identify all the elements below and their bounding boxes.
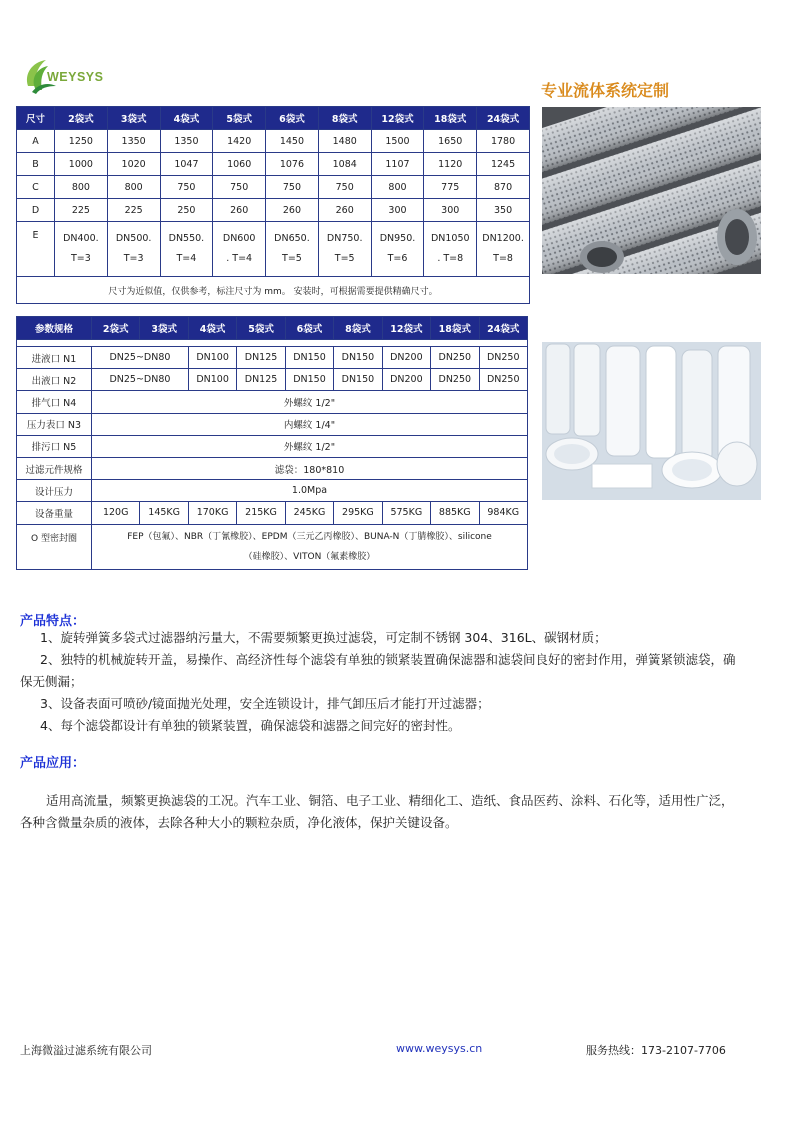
table-cell: 225 <box>107 199 160 222</box>
table-cell: 575KG <box>382 502 430 524</box>
table-cell: 设备重量 <box>17 502 92 524</box>
table-cell: DN250 <box>479 369 528 391</box>
table-row <box>17 130 530 153</box>
param-header-cell: 24袋式 <box>479 317 528 340</box>
table-cell: DN150 <box>285 369 333 391</box>
table-cell <box>371 222 424 277</box>
cell-line: T=5 <box>282 253 302 264</box>
table-cell <box>55 222 108 277</box>
table-cell: 800 <box>55 176 108 199</box>
table-cell: 145KG <box>140 502 188 524</box>
table-row <box>17 391 528 413</box>
table-row <box>17 457 528 479</box>
cell-line: . T=8 <box>437 253 464 264</box>
size-header-cell: 8袋式 <box>318 107 371 130</box>
cell-line: DN1200. <box>482 233 524 244</box>
table-cell: DN150 <box>285 347 333 369</box>
table-cell: 1350 <box>107 130 160 153</box>
cell-line: DN950. <box>379 233 416 244</box>
table-cell: 压力表口 N3 <box>17 413 92 435</box>
table-cell: 295KG <box>334 502 382 524</box>
table-row <box>17 347 528 369</box>
table-cell: 800 <box>371 176 424 199</box>
param-header-cell: 2袋式 <box>92 317 140 340</box>
table-cell: C <box>17 176 55 199</box>
table-cell: 1.0Mpa <box>92 480 528 502</box>
param-header-cell: 参数规格 <box>17 317 92 340</box>
size-header-cell: 4袋式 <box>160 107 213 130</box>
table-row <box>17 413 528 435</box>
param-table-header-row <box>17 317 528 340</box>
table-cell: 750 <box>318 176 371 199</box>
table-cell: 过滤元件规格 <box>17 457 92 479</box>
features-list <box>20 627 776 737</box>
table-cell: 870 <box>477 176 530 199</box>
cell-line: DN500. <box>115 233 152 244</box>
filter-bags-photo <box>542 342 761 500</box>
cell-line: DN400. <box>63 233 99 244</box>
param-header-cell: 5袋式 <box>237 317 285 340</box>
table-cell: DN200 <box>382 369 430 391</box>
size-table-header-row <box>17 107 530 130</box>
feature-item: 1、旋转弹簧多袋式过滤器纳污量大，不需要频繁更换过滤袋，可定制不锈钢 304、316L、碳钢材质； <box>40 630 607 645</box>
table-cell: 215KG <box>237 502 285 524</box>
table-cell: E <box>17 222 55 277</box>
table-cell: 出液口 N2 <box>17 369 92 391</box>
table-cell: B <box>17 153 55 176</box>
table-cell <box>477 222 530 277</box>
table-cell: 120G <box>92 502 140 524</box>
table-cell: 排污口 N5 <box>17 435 92 457</box>
logo-text: WEYSYS <box>47 70 104 84</box>
size-header-cell: 2袋式 <box>55 107 108 130</box>
table-row <box>17 435 528 457</box>
feature-item: 4、每个滤袋都设计有单独的锁紧装置，确保滤袋和滤器之间完好的密封性。 <box>40 718 461 733</box>
cell-line: T=3 <box>70 253 91 264</box>
table-cell: 1500 <box>371 130 424 153</box>
table-cell: 1650 <box>424 130 477 153</box>
table-cell: 170KG <box>188 502 236 524</box>
application-line: 各种含微量杂质的液体，去除各种大小的颗粒杂质，净化液体，保护关键设备。 <box>20 815 458 830</box>
table-cell: 245KG <box>285 502 333 524</box>
table-row <box>17 480 528 502</box>
table-cell: D <box>17 199 55 222</box>
table-cell: 300 <box>424 199 477 222</box>
table-cell <box>92 524 528 569</box>
table-cell: 225 <box>55 199 108 222</box>
table-cell: 1047 <box>160 153 213 176</box>
cell-line: DN1050 <box>430 233 470 244</box>
table-cell: 1000 <box>55 153 108 176</box>
size-header-cell: 5袋式 <box>213 107 266 130</box>
table-cell: 外螺纹 1/2" <box>92 435 528 457</box>
table-cell: 260 <box>266 199 319 222</box>
table-row <box>17 524 528 569</box>
table-cell: 1020 <box>107 153 160 176</box>
table-cell: 排气口 N4 <box>17 391 92 413</box>
application-title: 产品应用： <box>20 756 86 771</box>
size-header-cell: 6袋式 <box>266 107 319 130</box>
table-row <box>17 340 528 347</box>
param-header-cell: 4袋式 <box>188 317 236 340</box>
table-cell: O 型密封圈 <box>17 524 92 569</box>
features-title: 产品特点： <box>20 614 86 629</box>
cell-line: T=3 <box>123 253 144 264</box>
table-row <box>17 176 530 199</box>
table-cell: DN125 <box>237 369 285 391</box>
table-cell: 750 <box>213 176 266 199</box>
table-cell: 1780 <box>477 130 530 153</box>
table-cell: DN25~DN80 <box>92 369 189 391</box>
table-cell: 1107 <box>371 153 424 176</box>
table-cell: 1420 <box>213 130 266 153</box>
table-cell <box>160 222 213 277</box>
table-cell: DN100 <box>188 347 236 369</box>
table-row <box>17 369 528 391</box>
footer-website-link[interactable]: www.weysys.cn <box>396 1042 483 1055</box>
param-header-cell: 3袋式 <box>140 317 188 340</box>
table-cell: 1250 <box>55 130 108 153</box>
table-cell: 1120 <box>424 153 477 176</box>
table-cell: 进液口 N1 <box>17 347 92 369</box>
feature-item: 2、独特的机械旋转开盖，易操作、高经济性每个滤袋有单独的锁紧装置确保滤器和滤袋间良好的密封作用，弹簧紧锁滤袋，确 <box>40 652 736 667</box>
table-cell: 1084 <box>318 153 371 176</box>
size-header-cell: 3袋式 <box>107 107 160 130</box>
table-cell: 984KG <box>479 502 528 524</box>
table-row <box>17 502 528 524</box>
slogan: 专业流体系统定制 <box>541 81 670 100</box>
table-cell: DN100 <box>188 369 236 391</box>
table-cell: 滤袋：180*810 <box>92 457 528 479</box>
table-cell: DN150 <box>334 347 382 369</box>
table-cell: 800 <box>107 176 160 199</box>
cell-line: DN750. <box>326 233 363 244</box>
table-cell: 260 <box>213 199 266 222</box>
cell-line: DN650. <box>274 233 310 244</box>
table-cell: 1450 <box>266 130 319 153</box>
size-header-cell: 18袋式 <box>424 107 477 130</box>
table-cell: A <box>17 130 55 153</box>
footer-company: 上海微溢过滤系统有限公司 <box>20 1044 152 1057</box>
table-cell: 1076 <box>266 153 319 176</box>
param-header-cell: 8袋式 <box>334 317 382 340</box>
size-header-cell: 12袋式 <box>371 107 424 130</box>
table-cell <box>213 222 266 277</box>
table-cell: 内螺纹 1/4" <box>92 413 528 435</box>
cell-line: DN550. <box>168 233 205 244</box>
table-cell: 250 <box>160 199 213 222</box>
table-cell: DN250 <box>479 347 528 369</box>
size-header-cell: 24袋式 <box>477 107 530 130</box>
table-cell: DN250 <box>431 369 479 391</box>
table-cell <box>266 222 319 277</box>
table-cell: DN150 <box>334 369 382 391</box>
size-note: 尺寸为近似值，仅供参考，标注尺寸为 mm。 安装时，可根据需要提供精确尺寸。 <box>17 277 530 304</box>
cell-line: T=8 <box>493 253 513 264</box>
table-cell: 1350 <box>160 130 213 153</box>
table-cell: 300 <box>371 199 424 222</box>
table-row <box>17 199 530 222</box>
table-note-row <box>17 277 530 304</box>
table-cell: 750 <box>160 176 213 199</box>
cell-line: . T=4 <box>226 253 253 264</box>
application-line: 适用高流量，频繁更换滤袋的工况。汽车工业、铜箔、电子工业、精细化工、造纸、食品医药、涂料、石化等，适用性广泛， <box>46 793 734 808</box>
size-header-cell: 尺寸 <box>17 107 55 130</box>
perforated-cylinders-photo <box>542 107 761 274</box>
table-cell: 外螺纹 1/2" <box>92 391 528 413</box>
table-cell: DN200 <box>382 347 430 369</box>
feature-item: 保无侧漏； <box>20 674 83 689</box>
table-row-e <box>17 222 530 277</box>
table-cell: 1245 <box>477 153 530 176</box>
table-cell <box>424 222 477 277</box>
cell-line: T=6 <box>387 253 408 264</box>
param-header-cell: 18袋式 <box>431 317 479 340</box>
param-table <box>16 316 528 570</box>
table-cell: 750 <box>266 176 319 199</box>
table-cell: 设计压力 <box>17 480 92 502</box>
spacer-cell <box>17 340 528 347</box>
table-row <box>17 153 530 176</box>
table-cell: 350 <box>477 199 530 222</box>
table-cell: 1480 <box>318 130 371 153</box>
cell-line: DN600 <box>222 233 256 244</box>
table-cell: DN250 <box>431 347 479 369</box>
cell-line: T=4 <box>176 253 197 264</box>
table-cell: 260 <box>318 199 371 222</box>
table-cell <box>107 222 160 277</box>
table-cell: 885KG <box>431 502 479 524</box>
cell-line: FEP（包氟）、NBR（丁氰橡胶）、EPDM（三元乙丙橡胶）、BUNA-N（丁腈橡胶）、silicone <box>127 531 492 542</box>
table-cell: 775 <box>424 176 477 199</box>
footer-hotline: 服务热线：173-2107-7706 <box>586 1044 726 1057</box>
table-cell: DN25~DN80 <box>92 347 189 369</box>
table-cell <box>318 222 371 277</box>
cell-line: T=5 <box>334 253 355 264</box>
application-text <box>20 790 776 834</box>
cell-line: （硅橡胶）、VITON（氟素橡胶） <box>243 551 376 562</box>
size-table <box>16 106 530 304</box>
param-header-cell: 6袋式 <box>285 317 333 340</box>
param-header-cell: 12袋式 <box>382 317 430 340</box>
table-cell: 1060 <box>213 153 266 176</box>
table-cell: DN125 <box>237 347 285 369</box>
feature-item: 3、设备表面可喷砂/镜面抛光处理，安全连锁设计，排气卸压后才能打开过滤器； <box>40 696 490 711</box>
